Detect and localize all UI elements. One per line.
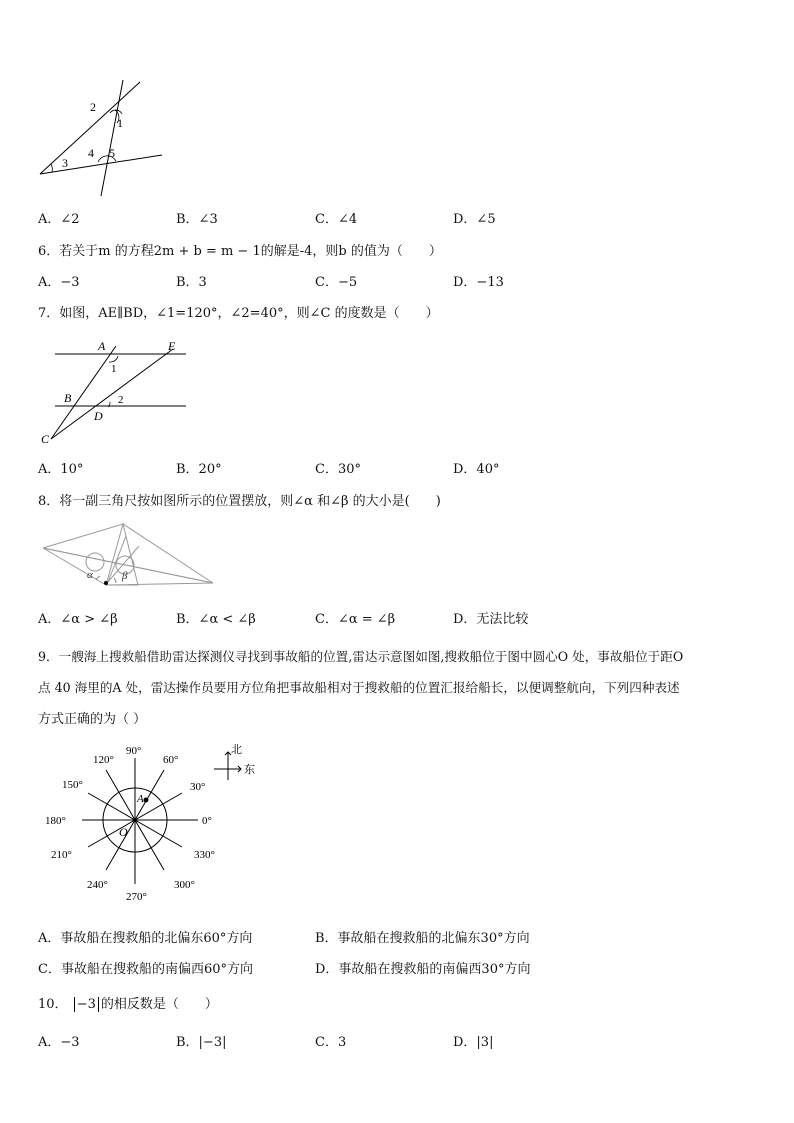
- radar-label-90: 90°: [126, 745, 142, 757]
- radar-label-60: 60°: [163, 754, 179, 766]
- q9-option-a[interactable]: A．事故船在搜救船的北偏东60°方向: [38, 931, 253, 946]
- q7-text: 如图，AE∥BD，∠1=120°，∠2=40°，则∠C 的度数是（ ）: [59, 306, 439, 321]
- radar-label-300: 300°: [174, 879, 195, 891]
- q9-stem-line2: 点 40 海里的A 处，雷达操作员要用方位角把事故船相对于搜救船的位置汇报给船长，以便调整航向，下列四种表述: [38, 680, 680, 695]
- q5-option-d[interactable]: D．∠5: [453, 212, 496, 227]
- q8-stem: [38, 490, 441, 509]
- q9-line1: 一艘海上搜救船借助雷达探测仪寻找到事故船的位置,雷达示意图如图,搜救船位于图中圆心O 处，事故船位于距O: [58, 649, 684, 664]
- q7-option-c[interactable]: C．30°: [315, 462, 361, 477]
- fig5-label-2: 2: [90, 100, 96, 114]
- q7-stem: [38, 302, 439, 321]
- fig7-label-a: A: [98, 339, 106, 353]
- q9-option-c[interactable]: C．事故船在搜救船的南偏西60°方向: [38, 962, 253, 977]
- q9-stem-line3: 方式正确的为（ ）: [38, 712, 147, 727]
- fig7-label-d: D: [94, 409, 103, 423]
- fig5-label-5: 5: [109, 146, 115, 160]
- fig5-label-4: 4: [88, 146, 94, 160]
- q10-number: 10．: [38, 997, 68, 1012]
- q10-abs-expression: [74, 997, 99, 1012]
- compass-north-label: 北: [231, 744, 242, 756]
- q6-text: 若关于m 的方程2m + b = m − 1的解是-4，则b 的值为（ ）: [59, 244, 442, 259]
- compass-east-label: 东: [244, 764, 255, 776]
- radar-label-330: 330°: [194, 849, 215, 861]
- q5-option-a[interactable]: A．∠2: [38, 212, 80, 227]
- q8-option-a[interactable]: A．∠α > ∠β: [38, 612, 118, 627]
- q6-option-b[interactable]: B．3: [176, 275, 207, 290]
- radar-label-240: 240°: [87, 879, 108, 891]
- q10-text: 的相反数是（ ）: [100, 997, 218, 1012]
- radar-figure-q9: [38, 738, 278, 908]
- q8-option-d[interactable]: D．无法比较: [453, 612, 529, 627]
- q10-option-b[interactable]: B．|−3|: [176, 1035, 227, 1050]
- q6-option-c[interactable]: C．−5: [315, 275, 358, 290]
- q7-option-a[interactable]: A．10°: [38, 462, 84, 477]
- fig5-label-1: 1: [117, 116, 123, 130]
- fig7-label-e: E: [168, 339, 176, 353]
- radar-label-0: 0°: [202, 815, 212, 827]
- radar-label-180: 180°: [45, 815, 66, 827]
- q9-option-b[interactable]: B．事故船在搜救船的北偏东30°方向: [315, 931, 530, 946]
- fig8-label-beta: β: [122, 570, 128, 582]
- q6-stem: [38, 240, 442, 259]
- q7-option-d[interactable]: D．40°: [453, 462, 500, 477]
- q10-option-d[interactable]: D．|3|: [453, 1035, 494, 1050]
- q6-number: 6．: [38, 244, 60, 259]
- q6-option-a[interactable]: A．−3: [38, 275, 80, 290]
- angle-figure-q5: [30, 75, 170, 200]
- q10-option-a[interactable]: A．−3: [38, 1035, 80, 1050]
- radar-label-30: 30°: [190, 781, 206, 793]
- q7-number: 7．: [38, 306, 60, 321]
- q10-abs-value: −3: [76, 997, 96, 1012]
- radar-label-210: 210°: [51, 849, 72, 861]
- q10-option-c[interactable]: C．3: [315, 1035, 347, 1050]
- q8-option-c[interactable]: C．∠α = ∠β: [315, 612, 396, 627]
- q6-option-d[interactable]: D．−13: [453, 275, 504, 290]
- fig7-label-2: 2: [118, 394, 124, 406]
- radar-label-150: 150°: [62, 779, 83, 791]
- set-squares-figure-q8: [38, 520, 218, 590]
- q9-option-d[interactable]: D．事故船在搜救船的南偏西30°方向: [315, 962, 531, 977]
- fig8-label-alpha: α: [87, 569, 93, 581]
- q10-stem: [38, 993, 218, 1012]
- q5-option-b[interactable]: B．∠3: [176, 212, 218, 227]
- q5-option-c[interactable]: C．∠4: [315, 212, 358, 227]
- q8-text: 将一副三角尺按如图所示的位置摆放，则∠α 和∠β 的大小是( ): [59, 494, 441, 509]
- compass-icon: [214, 752, 241, 780]
- q8-option-b[interactable]: B．∠α < ∠β: [176, 612, 256, 627]
- fig7-label-c: C: [41, 432, 50, 446]
- fig7-label-b: B: [64, 391, 72, 405]
- radar-label-120: 120°: [93, 754, 114, 766]
- q8-number: 8．: [38, 494, 60, 509]
- parallel-lines-figure-q7: [38, 335, 198, 447]
- q9-stem-line1: [38, 646, 683, 665]
- q7-option-b[interactable]: B．20°: [176, 462, 222, 477]
- q9-number: 9．: [38, 649, 59, 664]
- fig5-label-3: 3: [62, 156, 68, 170]
- fig7-label-1: 1: [111, 363, 117, 375]
- radar-label-o: O: [119, 825, 128, 839]
- radar-label-270: 270°: [126, 891, 147, 903]
- radar-label-a: A: [137, 793, 144, 805]
